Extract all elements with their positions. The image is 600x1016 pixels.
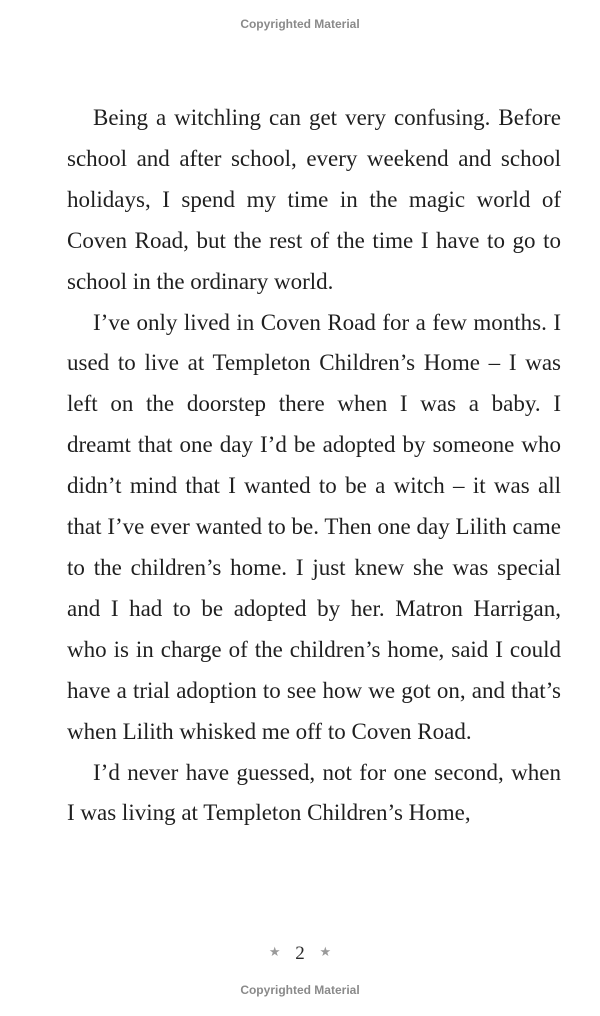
paragraph-3: I’d never have guessed, not for one second, when I was living at Templeton Children’s Home, bbox=[67, 759, 561, 826]
star-icon: ★ bbox=[268, 944, 281, 959]
copyright-watermark-top: Copyrighted Material bbox=[240, 17, 360, 31]
paragraph-1: Being a witchling can get very confusing. Before school and after school, every weekend and school holidays, I spend my time in the magic world of Coven Road, but the rest of the time I have to go to school in the ordinary world. bbox=[67, 105, 561, 294]
paragraph-2: I’ve only lived in Coven Road for a few months. I used to live at Templeton Children’s Home – I was left on the doorstep there when I was a baby. I dreamt that one day I’d be adopted by someone who didn’t mind that I wanted to be a witch – it was all that I’ve ever wanted to be. Then one day Lilith came to the children’s home. I just knew she was special and I had to be adopted by her. Matron Harrigan, who is in charge of the children’s home, said I could have a trial adoption to see how we got on, and that’s when Lilith whisked me off to Coven Road. bbox=[67, 309, 561, 744]
copyright-watermark-bottom: Copyrighted Material bbox=[240, 983, 360, 997]
page-body bbox=[67, 98, 561, 834]
page-footer bbox=[0, 943, 600, 965]
page-number: 2 bbox=[295, 943, 305, 964]
star-icon: ★ bbox=[319, 944, 332, 959]
